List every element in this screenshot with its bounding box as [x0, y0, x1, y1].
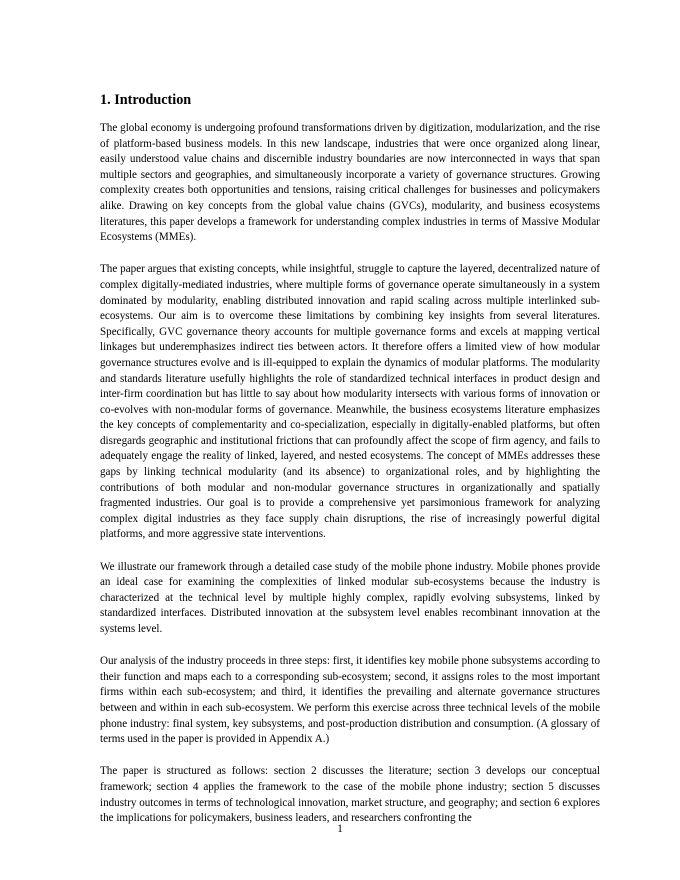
- paragraph-case-study: We illustrate our framework through a detailed case study of the mobile phone industry. Mobile phones provide an ideal case for examining the complexities of linked modular sub-ecosystems because the industry is characterized at the technical level by multiple highly complex, rapidly evolving subsystems, linked by standardized interfaces. Distributed innovation at the subsystem level enables recombinant innovation at the systems level.: [100, 560, 600, 635]
- page-number: 1: [337, 823, 343, 835]
- paragraph-intro: The global economy is undergoing profound transformations driven by digitization, modularization, and the rise of platform-based business models. In this new landscape, industries that were once organized along linear, easily understood value chains and discernible industry boundaries are now interconnected in ways that span multiple sectors and geographies, and simultaneously incorporate a variety of governance structures. Growing complexity creates both opportunities and tensions, raising critical challenges for businesses and policymakers alike. Drawing on key concepts from the global value chains (GVCs), modularity, and business ecosystems literatures, this paper develops a framework for understanding complex industries in terms of Massive Modular Ecosystems (MMEs).: [100, 122, 600, 244]
- paragraph-structure: The paper is structured as follows: section 2 discusses the literature; section 3 develops our conceptual framework; section 4 applies the framework to the case of the mobile phone industry; section 5 discusses industry outcomes in terms of technological innovation, market structure, and geography; and section 6 explores the implications for policymakers, business leaders, and researchers confronting the: [100, 765, 600, 825]
- section-heading: 1. Introduction: [100, 92, 192, 108]
- paragraph-argument: The paper argues that existing concepts, while insightful, struggle to capture the layered, decentralized nature of complex digitally-mediated industries, where multiple forms of governance operate simultaneously in a system dominated by modularity, enabling distributed innovation and rapid scaling across multiple interlinked sub-ecosystems. Our aim is to overcome these limitations by combining key insights from several literatures. Specifically, GVC governance theory accounts for multiple governance forms and excels at mapping vertical linkages but underemphasizes indirect ties between actors. It therefore offers a limited view of how modular governance structures evolve and is ill-equipped to explain the dynamics of modular platforms. The modularity and standards literature usefully highlights the role of standardized technical interfaces in product design and inter-firm coordination but has little to say about how modularity intersects with various forms of innovation or co-evolves with non-modular forms of governance. Meanwhile, the business ecosystems literature emphasizes the key concepts of complementarity and co-specialization, especially in digitally-enabled platforms, but often disregards geographic and institutional frictions that can profoundly affect the scope of firm agency, and fails to adequately engage the reality of linked, layered, and nested ecosystems. The concept of MMEs addresses these gaps by linking technical modularity (and its absence) to organizational roles, and by highlighting the contributions of both modular and non-modular governance structures in organizationally and spatially fragmented industries. Our goal is to provide a comprehensive yet parsimonious framework for analyzing complex digital industries as they face supply chain disruptions, the rise of increasingly powerful digital platforms, and more aggressive state interventions.: [100, 263, 600, 541]
- paragraph-analysis: Our analysis of the industry proceeds in three steps: first, it identifies key mobile phone subsystems according to their function and maps each to a corresponding sub-ecosystem; second, it assigns roles to the most important firms within each sub-ecosystem; and third, it identifies the prevailing and alternate governance structures between and within in each sub-ecosystem. We perform this exercise across three technical levels of the mobile phone industry: final system, key subsystems, and post-production distribution and consumption. (A glossary of terms used in the paper is provided in Appendix A.): [100, 655, 600, 746]
- body-text: [100, 121, 600, 843]
